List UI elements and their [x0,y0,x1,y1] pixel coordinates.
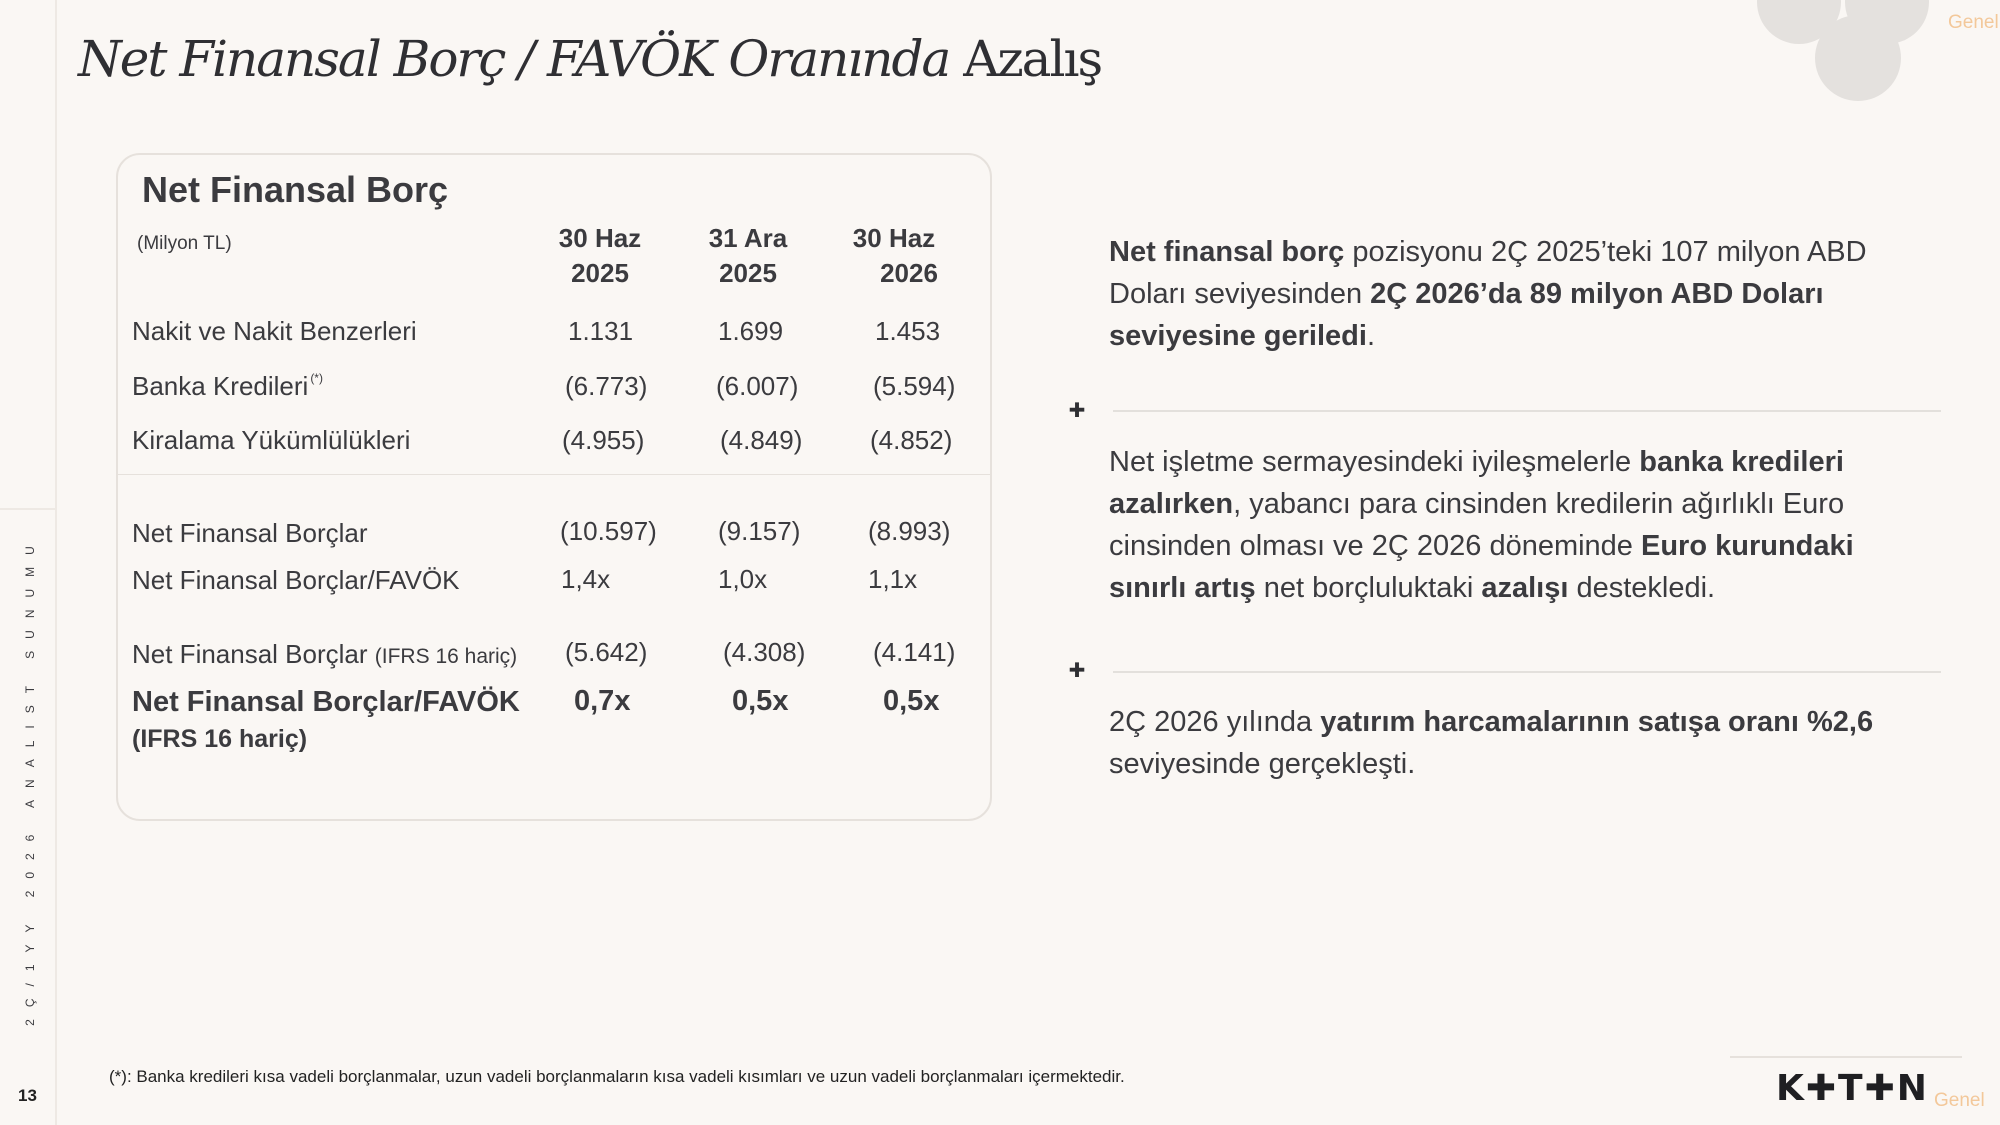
text: 2Ç 2026 yılında [1109,706,1321,738]
column-header-line: 2025 [719,258,777,288]
text: destekledi. [1568,572,1716,604]
commentary-paragraph-3 [1109,701,1909,785]
page-title-regular: Azalış [963,30,1102,88]
cell-lease-2025ye: (4.849) [720,425,803,455]
cell-ratio-2026q2: 1,1x [868,564,918,594]
column-header-line: 30 Haz [852,223,936,253]
corner-tag: Genel [1948,12,1999,33]
emphasis: yatırım harcamalarının satışa oranı %2,6 [1320,706,1874,738]
cell-bank-2025ye: (6.007) [716,371,799,401]
row-label-text: Banka Kredileri [132,371,309,401]
presentation-label: 2Ç/1YY 2026 ANALIST SUNUMU [23,534,37,1026]
cell-cash-2025ye: 1.699 [718,316,784,346]
cell-ratio-ex-2025ye: 0,5x [732,685,789,717]
cell-cash-2025q2: 1.131 [568,316,634,346]
cell-net-ex-2026q2: (4.141) [873,637,956,667]
cell-net-ex-2025q2: (5.642) [565,637,648,667]
cell-ratio-2025ye: 1,0x [718,564,768,594]
commentary-paragraph-2 [1109,441,1909,609]
cell-net-2025q2: (10.597) [560,516,657,546]
row-label-qualifier: (IFRS 16 hariç) [374,645,518,668]
koton-logo: K✚T✚N [1776,1068,1929,1109]
section-separator [1113,410,1941,412]
decorative-circle [1815,15,1901,101]
footnote-marker: (*) [310,371,323,385]
row-label-qualifier: (IFRS 16 hariç) [132,725,308,753]
bullet-cross-icon: ✚ [1068,400,1086,422]
corner-tag: Genel [1934,1090,1985,1111]
logo-divider [1730,1056,1962,1058]
text: Net işletme sermayesindeki iyileşmelerle [1109,446,1640,478]
net-debt-table-card [116,153,992,821]
text: pozisyonu 2Ç 2025’teki 107 milyon ABD Doları seviyesinden [1109,236,1867,310]
row-label-net-debt-ebitda: Net Finansal Borçlar/FAVÖK [132,565,460,595]
side-rail-divider [0,508,55,510]
text: , yabancı para cinsinden kredilerin ağırlıklı Euro cinsinden olması ve 2Ç 2026 döneminde [1109,488,1845,562]
cell-cash-2026q2: 1.453 [875,316,941,346]
column-header-jun-2025 [530,221,670,291]
page-number: 13 [18,1086,37,1105]
emphasis: 2Ç 2026’da 89 milyon ABD Doları seviyesine geriledi [1109,278,1824,352]
page-title [78,30,1101,88]
column-header-line: 2026 [880,258,938,288]
text: seviyesinde gerçekleşti. [1109,748,1416,780]
text: net borçluluktaki [1255,572,1482,604]
column-header-line: 30 Haz [558,223,642,253]
cell-net-2025ye: (9.157) [718,516,801,546]
section-separator [1113,671,1941,673]
emphasis: azalışı [1481,572,1569,604]
cell-net-ex-2025ye: (4.308) [723,637,806,667]
bullet-cross-icon: ✚ [1068,660,1086,682]
row-label-lease: Kiralama Yükümlülükleri [132,425,411,455]
table-divider [118,474,990,475]
row-label-net-debt-ex-ifrs16 [132,639,517,670]
cell-bank-2026q2: (5.594) [873,371,956,401]
row-label-text: Net Finansal Borçlar/FAVÖK [132,686,520,718]
emphasis: Euro kurundaki sınırlı artış [1109,530,1854,604]
column-header-line: 31 Ara [708,223,788,253]
cell-lease-2026q2: (4.852) [870,425,953,455]
table-title: Net Finansal Borç [142,169,449,210]
column-header-dec-2025 [678,221,818,291]
row-label-ratio-ex-ifrs16 [132,684,520,758]
text: . [1366,320,1375,352]
page-title-italic: Net Finansal Borç / FAVÖK Oranında [78,30,950,88]
emphasis: banka kredileri azalırken [1109,446,1844,520]
cell-ratio-2025q2: 1,4x [561,564,611,594]
cell-bank-2025q2: (6.773) [565,371,648,401]
column-header-jun-2026 [824,221,964,291]
cell-ratio-ex-2025q2: 0,7x [574,685,631,717]
cell-lease-2025q2: (4.955) [562,425,645,455]
row-label-text: Net Finansal Borçlar [132,639,368,669]
row-label-net-debt: Net Finansal Borçlar [132,518,368,548]
commentary-paragraph-1 [1109,231,1909,357]
cell-ratio-ex-2026q2: 0,5x [883,685,940,717]
footnote: (*): Banka kredileri kısa vadeli borçlanmalar, uzun vadeli borçlanmaların kısa vadeli kısımları ve uzun vadeli borçlanmaları içermektedir. [109,1067,1125,1086]
column-header-line: 2025 [571,258,629,288]
emphasis: Net finansal borç [1109,236,1345,268]
table-unit: (Milyon TL) [137,233,232,254]
row-label-cash: Nakit ve Nakit Benzerleri [132,316,417,346]
row-label-bank-loans [132,371,323,402]
cell-net-2026q2: (8.993) [868,516,951,546]
